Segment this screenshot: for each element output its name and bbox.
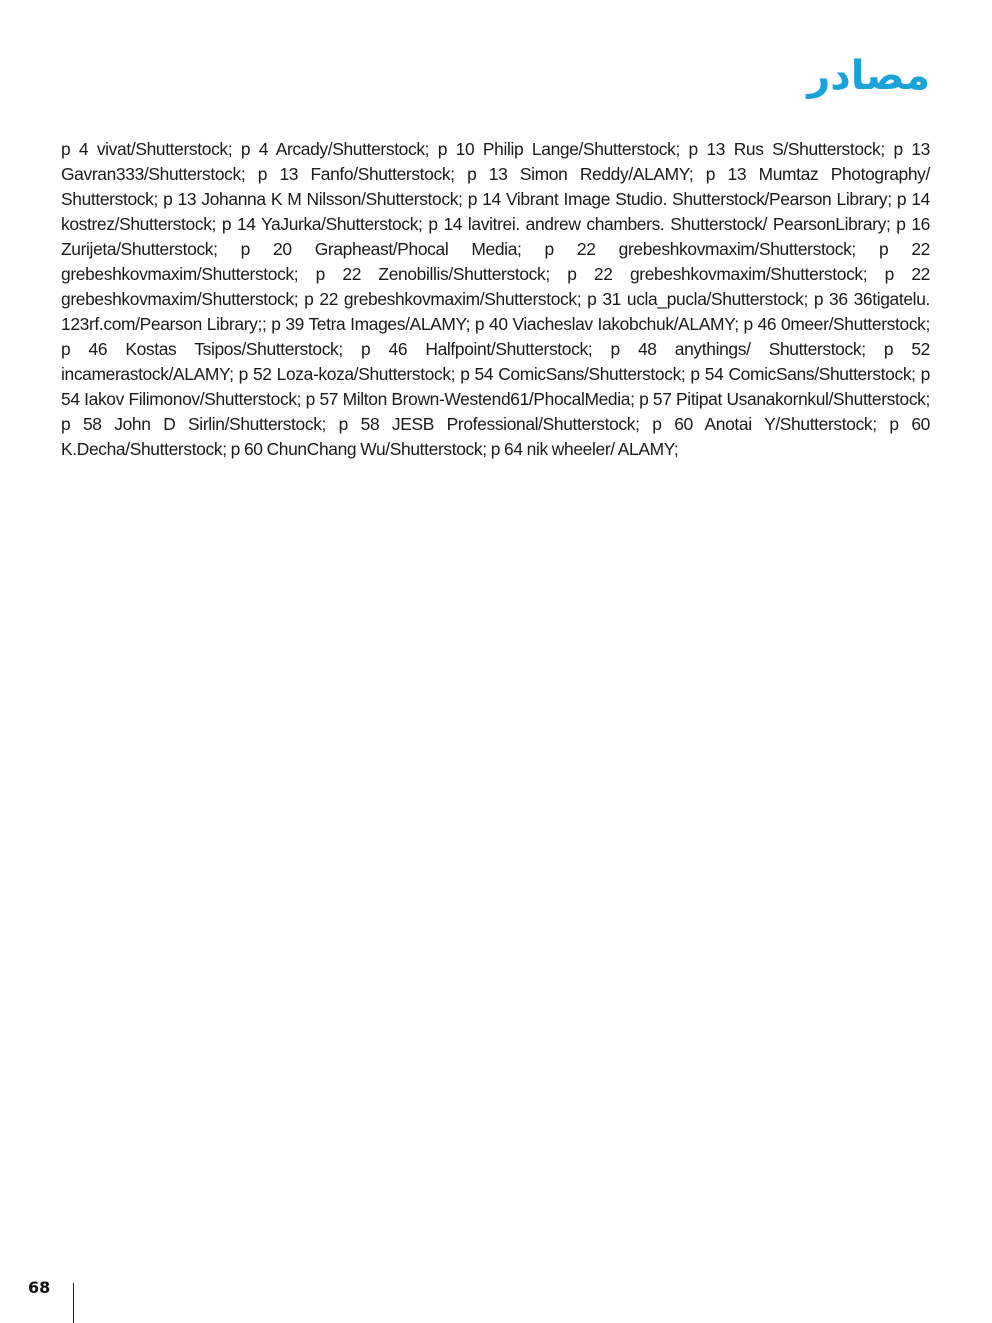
page-number: 68 bbox=[28, 1278, 51, 1297]
page-title: مصادر bbox=[807, 53, 930, 99]
image-credits-paragraph: p 4 vivat/Shutterstock; p 4 Arcady/Shutterstock; p 10 Philip Lange/Shutterstock; p 13 Rus S/Shutterstock; p 13 Gavran333/Shutterstock; p 13 Fanfo/Shutterstock; p 13 Simon Reddy/ALAMY; p 13 Mumtaz Photography/ Shutterstock; p 13 Johanna K M Nilsson/Shutterstock; p 14 Vibrant Image Studio. Shutterstock/Pearson Library; p 14 kostrez/Shutterstock; p 14 YaJurka/Shutterstock; p 14 lavitrei. andrew chambers. Shutterstock/ PearsonLibrary; p 16 Zurijeta/Shutterstock; p 20 Grapheast/Phocal Media; p 22 grebeshkovmaxim/Shutterstock; p 22 grebeshkovmaxim/Shutterstock; p 22 Zenobillis/Shutterstock; p 22 grebeshkovmaxim/Shutterstock; p 22 grebeshkovmaxim/Shutterstock; p 22 grebeshkovmaxim/Shutterstock; p 31 ucla_pucla/Shutterstock; p 36 36tigatelu. 123rf.com/Pearson Library;; p 39 Tetra Images/ALAMY; p 40 Viacheslav Iakobchuk/ALAMY; p 46 0meer/Shutterstock; p 46 Kostas Tsipos/Shutterstock; p 46 Halfpoint/Shutterstock; p 48 anythings/ Shutterstock; p 52 incamerastock/ALAMY; p 52 Loza-koza/Shutterstock; p 54 ComicSans/Shutterstock; p 54 ComicSans/Shutterstock; p 54 Iakov Filimonov/Shutterstock; p 57 Milton Brown-Westend61/PhocalMedia; p 57 Pitipat Usanakornkul/Shutterstock; p 58 John D Sirlin/Shutterstock; p 58 JESB Professional/Shutterstock; p 60 Anotai Y/Shutterstock; p 60 K.Decha/Shutterstock; p 60 ChunChang Wu/Shutterstock; p 64 nik wheeler/ ALAMY; bbox=[61, 139, 930, 459]
page-number-divider bbox=[73, 1283, 74, 1323]
